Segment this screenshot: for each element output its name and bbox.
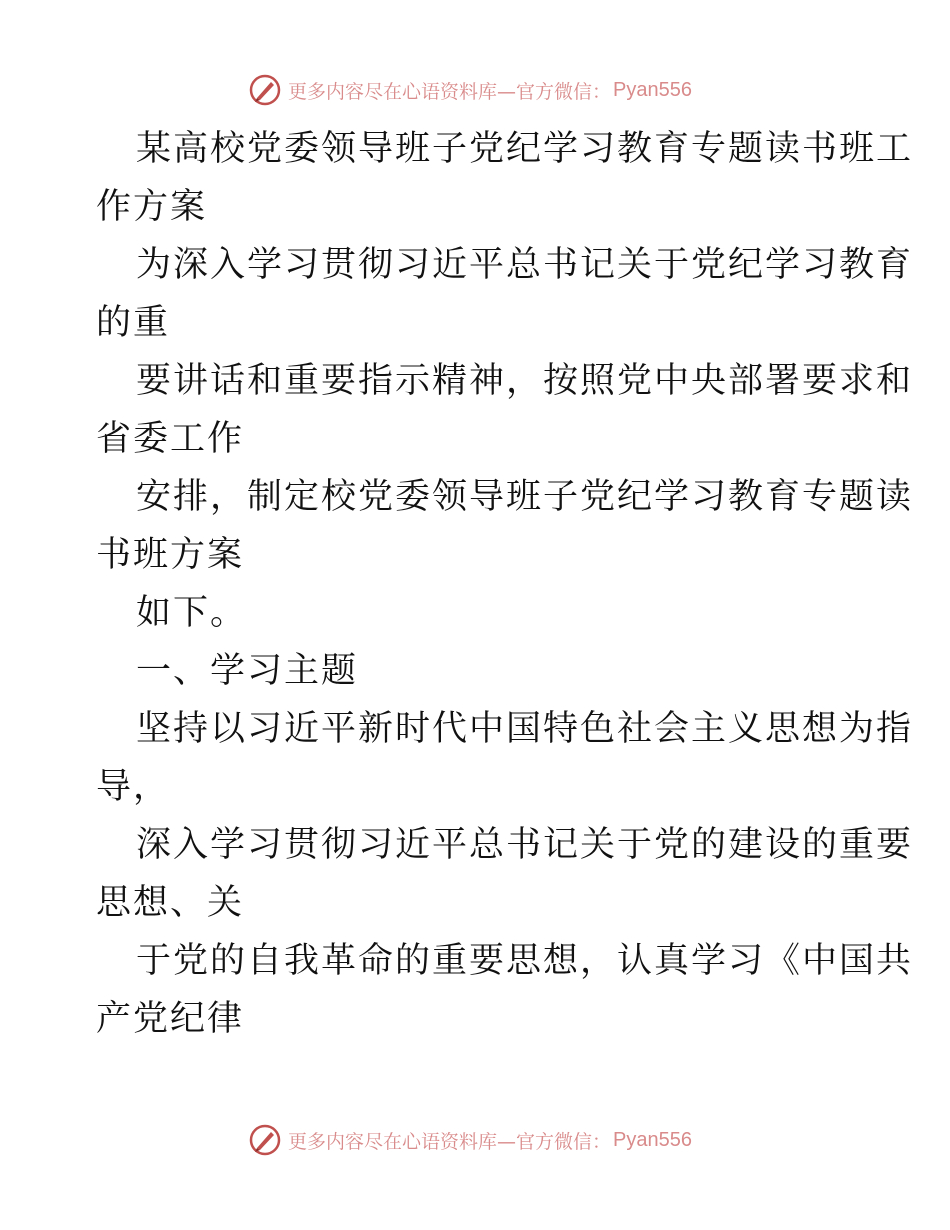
text-line: 坚持以习近平新时代中国特色社会主义思想为指: [136, 709, 914, 749]
text-line: 为深入学习贯彻习近平总书记关于党纪学习教育: [136, 245, 914, 285]
watermark-handle: Pyan556: [613, 1128, 692, 1151]
text-line: 要讲话和重要指示精神，按照党中央部署要求和: [136, 361, 914, 401]
watermark-text: 更多内容尽在心语资料库—官方微信：: [288, 1130, 612, 1153]
text-line: 作方案: [96, 187, 208, 227]
section-heading: 一、学习主题: [136, 651, 359, 691]
text-line: 省委工作: [96, 419, 245, 459]
footer-watermark: [0, 1120, 950, 1160]
pen-logo-icon: [248, 73, 282, 107]
text-line: 产党纪律: [96, 999, 245, 1039]
text-line: 如下。: [136, 593, 248, 633]
text-line: 安排，制定校党委领导班子党纪学习教育专题读: [136, 477, 914, 517]
pen-logo-icon: [248, 1123, 282, 1157]
watermark-handle: Pyan556: [613, 78, 692, 101]
text-line: 某高校党委领导班子党纪学习教育专题读书班工: [136, 129, 914, 169]
text-line: 书班方案: [96, 535, 245, 575]
document-body: [96, 120, 914, 1048]
header-watermark: [0, 70, 950, 110]
text-line: 的重: [96, 303, 171, 343]
watermark-text: 更多内容尽在心语资料库—官方微信：: [288, 80, 612, 103]
text-line: 于党的自我革命的重要思想，认真学习《中国共: [136, 941, 914, 981]
text-line: 导，: [96, 767, 171, 807]
text-line: 深入学习贯彻习近平总书记关于党的建设的重要: [136, 825, 914, 865]
text-line: 思想、关: [96, 883, 245, 923]
